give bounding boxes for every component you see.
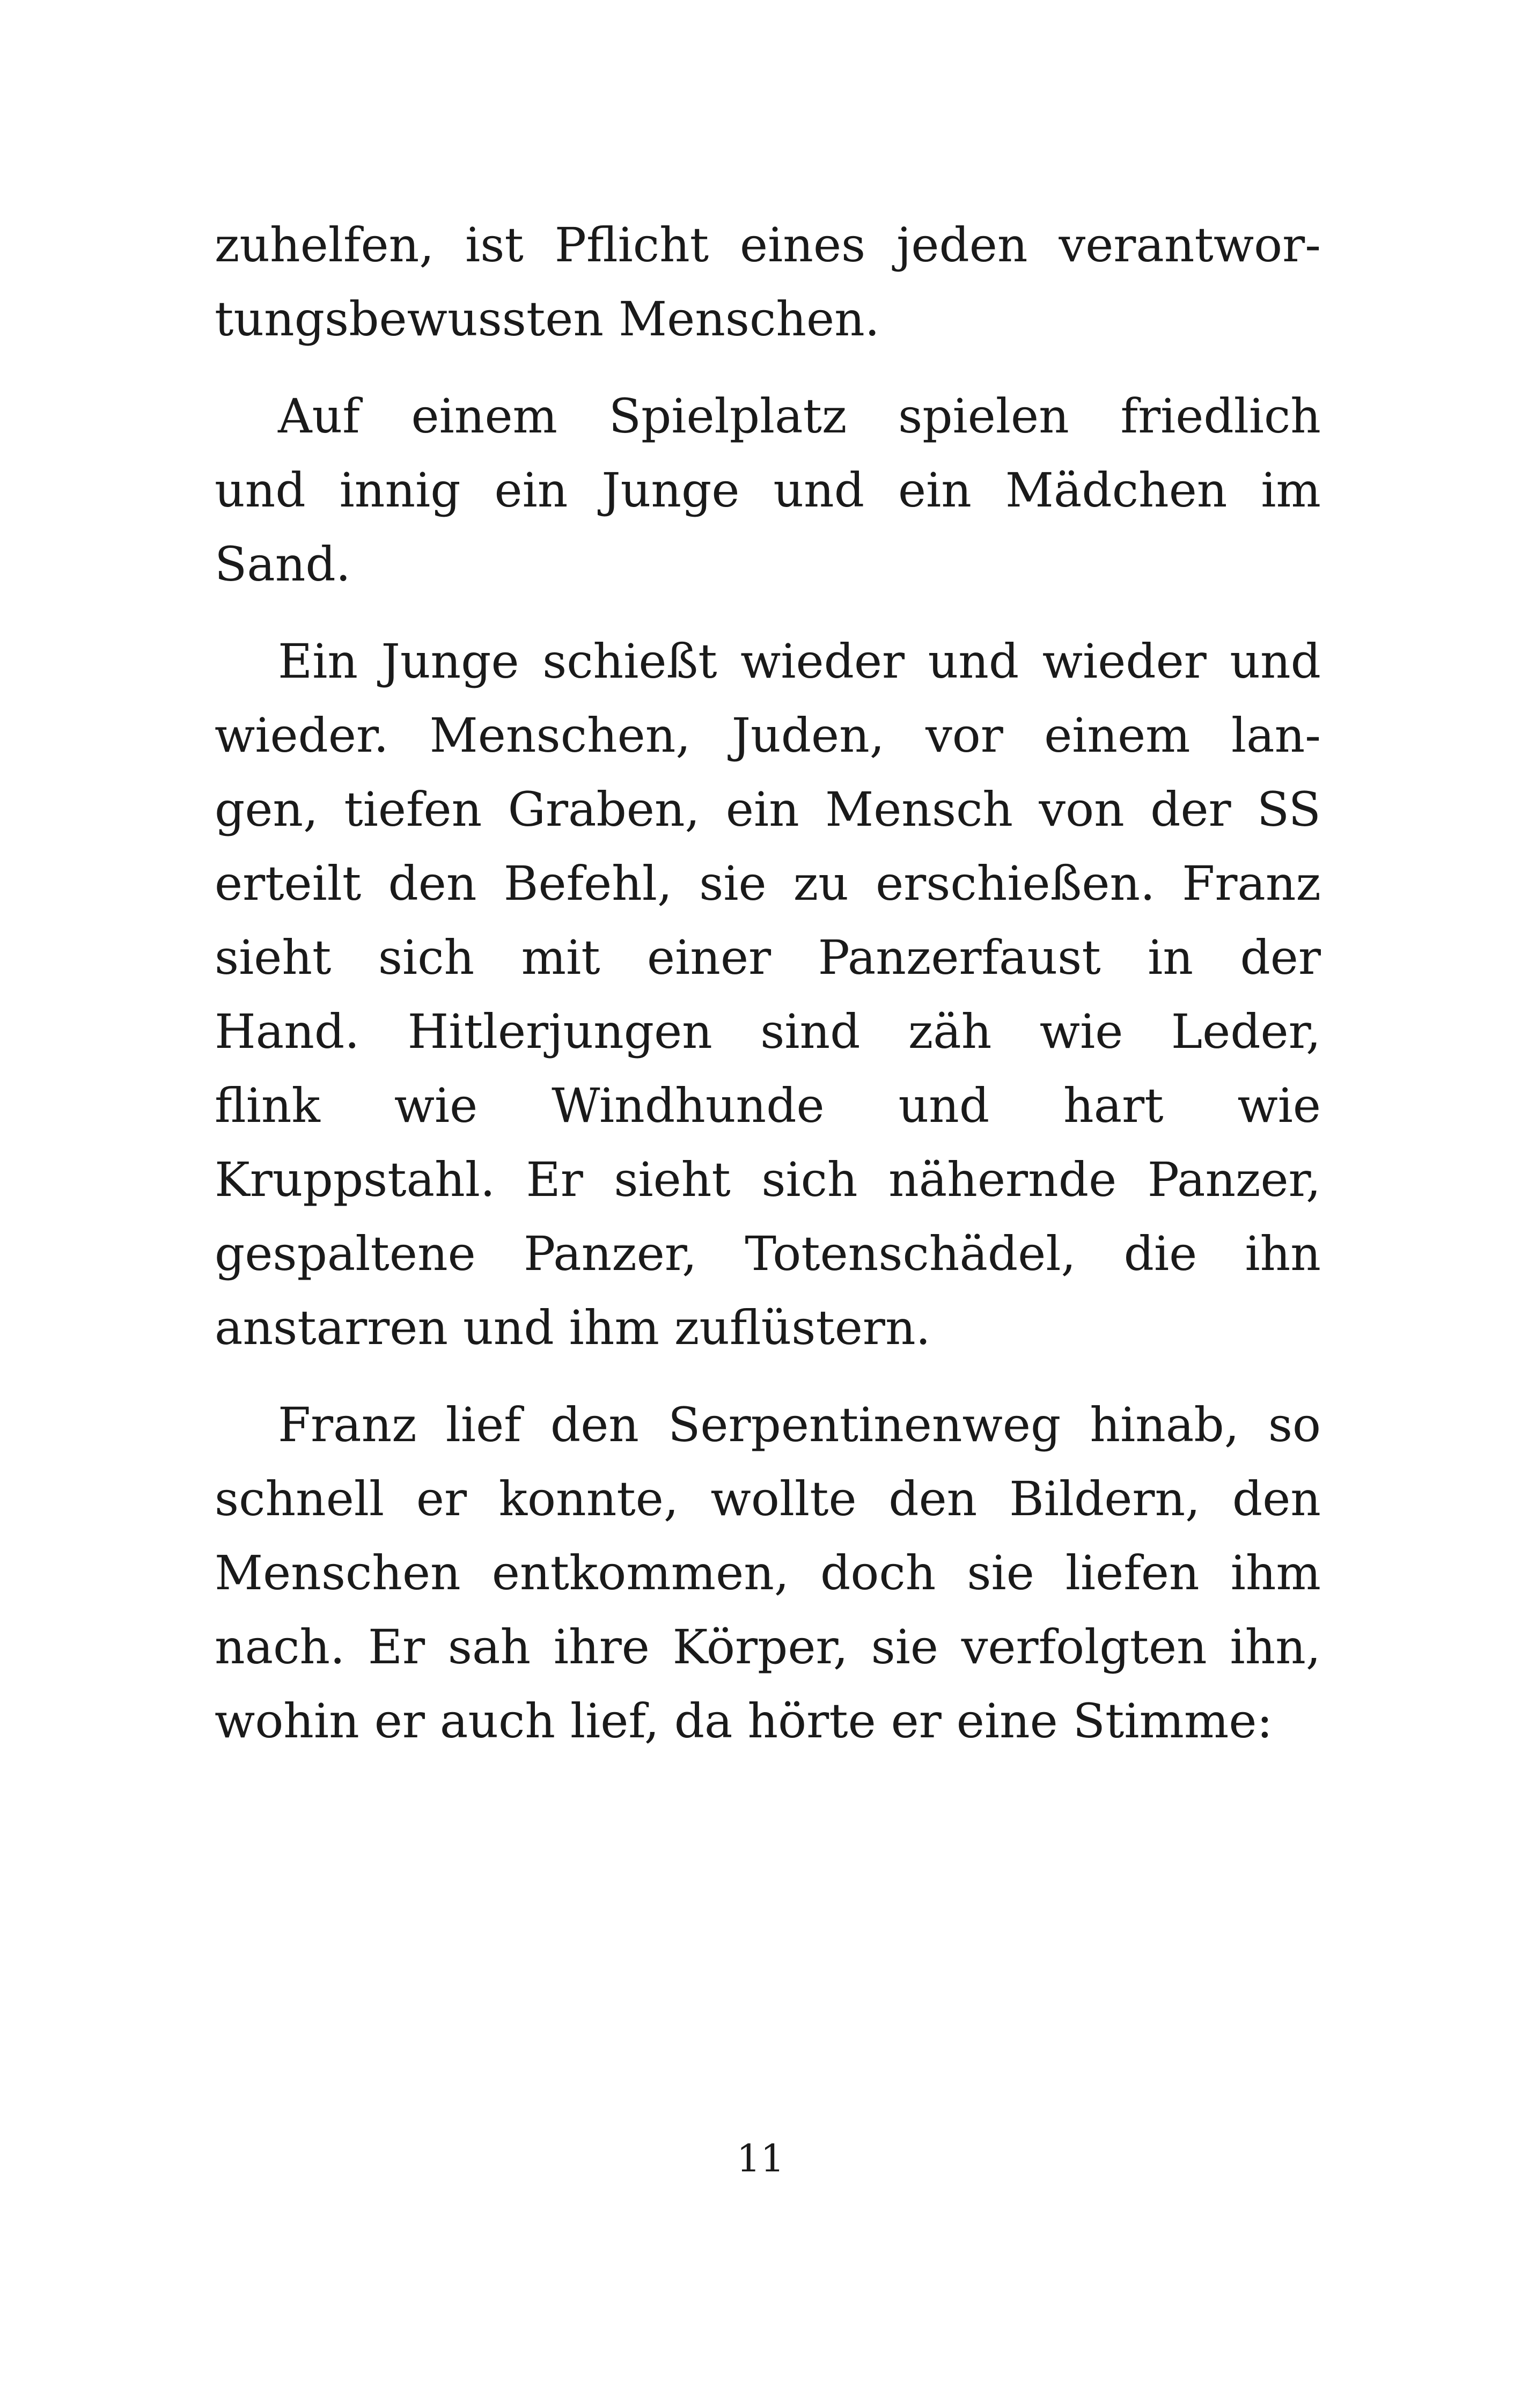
word: spielen bbox=[898, 388, 1069, 444]
word: Juden, bbox=[731, 708, 885, 763]
word: einer bbox=[647, 930, 771, 985]
word: zu bbox=[793, 856, 849, 911]
word: konnte, bbox=[498, 1471, 679, 1526]
word: ein bbox=[898, 462, 972, 518]
word: sie bbox=[967, 1545, 1034, 1601]
word: flink bbox=[215, 1078, 320, 1133]
word: Panzer, bbox=[523, 1226, 697, 1281]
word: nähernde bbox=[888, 1152, 1117, 1207]
word: Bildern, bbox=[1009, 1471, 1201, 1526]
word: Ein bbox=[278, 634, 358, 689]
word: Spielplatz bbox=[608, 388, 847, 444]
word: Mensch bbox=[825, 782, 1013, 837]
word: sich bbox=[378, 930, 475, 985]
page-number: 11 bbox=[736, 2137, 785, 2181]
text-line bbox=[215, 921, 1321, 995]
word: lan- bbox=[1231, 708, 1321, 763]
paragraph bbox=[215, 379, 1321, 601]
word: Totenschädel, bbox=[745, 1226, 1076, 1281]
word: gespaltene bbox=[215, 1226, 476, 1281]
word: er bbox=[416, 1471, 467, 1526]
word: sieht bbox=[215, 930, 332, 985]
text-line bbox=[215, 995, 1321, 1069]
word: Hand. bbox=[215, 1004, 360, 1059]
text-line bbox=[215, 453, 1321, 527]
word: im bbox=[1261, 462, 1321, 518]
word: so bbox=[1268, 1397, 1321, 1452]
word: den bbox=[388, 856, 477, 911]
word: ihn, bbox=[1230, 1619, 1321, 1675]
word: sah bbox=[447, 1619, 531, 1675]
word: sie bbox=[871, 1619, 938, 1675]
word: Auf bbox=[278, 388, 360, 444]
word: Serpentinenweg bbox=[668, 1397, 1061, 1452]
word: Franz bbox=[278, 1397, 417, 1452]
word: erteilt bbox=[215, 856, 362, 911]
word: und bbox=[215, 462, 306, 518]
word: Er bbox=[526, 1152, 583, 1207]
word: Panzer, bbox=[1147, 1152, 1321, 1207]
word: ihre bbox=[553, 1619, 650, 1675]
word: und bbox=[898, 1078, 990, 1133]
word: sind bbox=[760, 1004, 861, 1059]
word: vor bbox=[925, 708, 1003, 763]
word: der bbox=[1240, 930, 1321, 985]
paragraph bbox=[215, 1388, 1321, 1758]
word: der bbox=[1150, 782, 1231, 837]
word: Er bbox=[368, 1619, 425, 1675]
word: Leder, bbox=[1171, 1004, 1321, 1059]
word: wollte bbox=[710, 1471, 857, 1526]
word: den bbox=[888, 1471, 978, 1526]
text-line: anstarren und ihm zuflüstern. bbox=[215, 1300, 931, 1355]
word: Junge bbox=[381, 634, 519, 689]
word: wie bbox=[394, 1078, 478, 1133]
word: tiefen bbox=[344, 782, 482, 837]
word: verfolgten bbox=[961, 1619, 1207, 1675]
word: sieht bbox=[614, 1152, 731, 1207]
text-line: wohin er auch lief, da hörte er eine Stimme: bbox=[215, 1693, 1273, 1749]
word: Hitlerjungen bbox=[407, 1004, 712, 1059]
paragraph bbox=[215, 625, 1321, 1365]
paragraph bbox=[215, 208, 1321, 356]
word: und bbox=[773, 462, 865, 518]
word: verantwor- bbox=[1059, 217, 1321, 273]
text-line bbox=[215, 625, 1321, 699]
word: den bbox=[550, 1397, 639, 1452]
body-text bbox=[215, 208, 1321, 1781]
word: Befehl, bbox=[503, 856, 672, 911]
word: innig bbox=[339, 462, 461, 518]
word: den bbox=[1232, 1471, 1321, 1526]
word: Menschen, bbox=[429, 708, 691, 763]
word: SS bbox=[1257, 782, 1321, 837]
word: Junge bbox=[601, 462, 740, 518]
word: gen, bbox=[215, 782, 319, 837]
word: jeden bbox=[897, 217, 1028, 273]
text-line bbox=[215, 847, 1321, 921]
word: hart bbox=[1063, 1078, 1164, 1133]
word: schießt bbox=[542, 634, 717, 689]
text-line bbox=[215, 1069, 1321, 1143]
text-line: tungsbewussten Menschen. bbox=[215, 291, 880, 347]
text-line bbox=[215, 1388, 1321, 1462]
word: liefen bbox=[1065, 1545, 1200, 1601]
word: schnell bbox=[215, 1471, 385, 1526]
word: Windhunde bbox=[552, 1078, 825, 1133]
text-line bbox=[215, 1610, 1321, 1684]
word: sie bbox=[699, 856, 767, 911]
word: nach. bbox=[215, 1619, 346, 1675]
word: ihm bbox=[1230, 1545, 1321, 1601]
word: ihn bbox=[1245, 1226, 1321, 1281]
word: Menschen bbox=[215, 1545, 461, 1601]
word: einem bbox=[1044, 708, 1191, 763]
word: die bbox=[1123, 1226, 1197, 1281]
word: wieder bbox=[1042, 634, 1207, 689]
word: Franz bbox=[1182, 856, 1321, 911]
word: mit bbox=[521, 930, 600, 985]
word: wieder. bbox=[215, 708, 389, 763]
word: entkommen, bbox=[491, 1545, 789, 1601]
word: Graben, bbox=[508, 782, 700, 837]
text-line: Sand. bbox=[215, 537, 351, 592]
word: lief bbox=[445, 1397, 521, 1452]
word: und bbox=[928, 634, 1019, 689]
word: von bbox=[1039, 782, 1125, 837]
word: wie bbox=[1237, 1078, 1321, 1133]
word: Mädchen bbox=[1005, 462, 1228, 518]
word: ist bbox=[465, 217, 524, 273]
word: Panzerfaust bbox=[818, 930, 1101, 985]
word: zuhelfen, bbox=[215, 217, 435, 273]
word: wie bbox=[1039, 1004, 1123, 1059]
word: zäh bbox=[908, 1004, 992, 1059]
word: erschießen. bbox=[876, 856, 1156, 911]
word: Körper, bbox=[672, 1619, 848, 1675]
word: eines bbox=[740, 217, 866, 273]
word: in bbox=[1148, 930, 1193, 985]
word: Pflicht bbox=[554, 217, 709, 273]
text-line bbox=[215, 1536, 1321, 1610]
text-line bbox=[215, 773, 1321, 847]
word: Kruppstahl. bbox=[215, 1152, 495, 1207]
word: ein bbox=[494, 462, 568, 518]
text-line bbox=[215, 1217, 1321, 1291]
text-line bbox=[215, 699, 1321, 773]
word: friedlich bbox=[1120, 388, 1321, 444]
text-line bbox=[215, 208, 1321, 282]
word: hinab, bbox=[1090, 1397, 1239, 1452]
word: und bbox=[1230, 634, 1321, 689]
word: wieder bbox=[740, 634, 905, 689]
word: ein bbox=[725, 782, 799, 837]
text-line bbox=[215, 1462, 1321, 1536]
word: einem bbox=[411, 388, 557, 444]
text-line bbox=[215, 379, 1321, 453]
word: sich bbox=[761, 1152, 858, 1207]
word: doch bbox=[820, 1545, 936, 1601]
text-line bbox=[215, 1143, 1321, 1217]
